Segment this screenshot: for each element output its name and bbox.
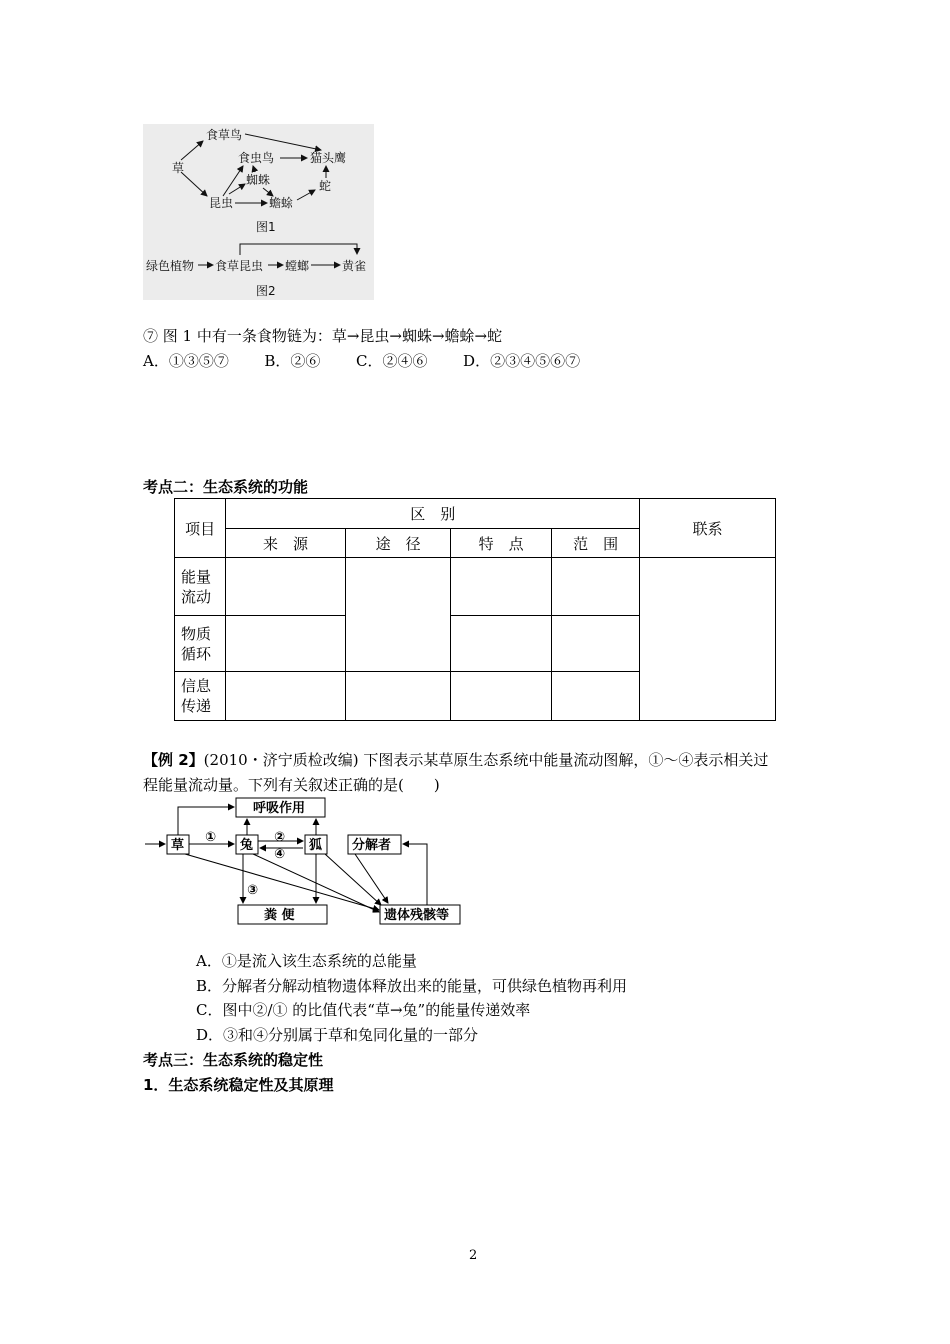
cell-matter-range bbox=[551, 616, 639, 672]
cell-link-merged bbox=[640, 558, 776, 721]
q1-option-a: A．①③⑤⑦ bbox=[143, 352, 229, 370]
header-link: 联系 bbox=[640, 499, 776, 558]
label-n3: ③ bbox=[247, 883, 259, 898]
node-insect: 昆虫 bbox=[209, 196, 234, 210]
cell-info-path bbox=[345, 672, 451, 721]
cell-info-feature bbox=[451, 672, 552, 721]
label-feces: 粪 便 bbox=[264, 908, 295, 923]
section2-title: 考点二：生态系统的功能 bbox=[143, 478, 309, 496]
example2-label: 【例 2】 bbox=[143, 751, 204, 769]
label-n1: ① bbox=[205, 830, 217, 845]
example2-line2: 程能量流动量。下列有关叙述正确的是( ) bbox=[143, 776, 440, 794]
label-rabbit: 兔 bbox=[240, 838, 254, 853]
label-respiration: 呼吸作用 bbox=[253, 801, 306, 816]
page-number: 2 bbox=[469, 1248, 478, 1263]
q1-option-b: B．②⑥ bbox=[264, 352, 321, 370]
caption-fig1: 图1 bbox=[256, 220, 276, 234]
cell-path-merged bbox=[345, 558, 451, 672]
flow-arrows bbox=[145, 807, 427, 912]
food-web-svg bbox=[143, 124, 374, 300]
q1-option-d: D．②③④⑤⑥⑦ bbox=[463, 352, 581, 370]
cell-info-range bbox=[551, 672, 639, 721]
node-toad: 蟾蜍 bbox=[269, 196, 294, 210]
section3-subtitle: 1．生态系统稳定性及其原理 bbox=[143, 1076, 334, 1094]
food-web-arrows bbox=[181, 134, 326, 203]
label-n2: ② bbox=[274, 830, 286, 845]
node-snake: 蛇 bbox=[319, 179, 332, 193]
food-web-figure bbox=[143, 124, 374, 300]
subheader-range: 范 围 bbox=[551, 529, 639, 558]
q1-option-c: C．②④⑥ bbox=[356, 352, 428, 370]
label-n4: ④ bbox=[274, 847, 286, 862]
subheader-feature: 特 点 bbox=[451, 529, 552, 558]
node-spider: 蜘蛛 bbox=[246, 173, 271, 187]
energy-flow-figure bbox=[143, 795, 463, 930]
cell-energy-range bbox=[551, 558, 639, 616]
node-grass: 草 bbox=[172, 161, 185, 175]
example2-text1: (2010・济宁质检改编) 下图表示某草原生态系统中能量流动图解，①～④表示相关过 bbox=[203, 751, 769, 769]
header-item: 项目 bbox=[175, 499, 226, 558]
label-remains: 遗体残骸等 bbox=[384, 908, 450, 923]
label-grass: 草 bbox=[171, 838, 185, 853]
section3-title: 考点三：生态系统的稳定性 bbox=[143, 1051, 324, 1069]
row-label-energy: 能量 流动 bbox=[175, 558, 226, 616]
statement-7: ⑦ 图 1 中有一条食物链为：草→昆虫→蜘蛛→蟾蜍→蛇 bbox=[143, 327, 503, 345]
q2-option-a: A．①是流入该生态系统的总能量 bbox=[196, 952, 417, 970]
cell-matter-feature bbox=[451, 616, 552, 672]
q1-options bbox=[143, 350, 580, 371]
row-label-matter: 物质 循环 bbox=[175, 616, 226, 672]
chain-oriole: 黄雀 bbox=[342, 259, 367, 273]
cell-energy-feature bbox=[451, 558, 552, 616]
chain-herb-insect: 食草昆虫 bbox=[215, 259, 264, 273]
energy-flow-svg bbox=[143, 795, 463, 930]
row-label-info: 信息 传递 bbox=[175, 672, 226, 721]
q2-option-c: C．图中②/① 的比值代表“草→兔”的能量传递效率 bbox=[196, 1001, 531, 1019]
cell-info-source bbox=[226, 672, 346, 721]
label-fox: 狐 bbox=[309, 838, 323, 853]
node-herb-bird: 食草鸟 bbox=[206, 128, 243, 142]
subheader-source: 来 源 bbox=[226, 529, 346, 558]
label-decomposer: 分解者 bbox=[352, 838, 392, 853]
chain-mantis: 螳螂 bbox=[285, 259, 310, 273]
cell-energy-source bbox=[226, 558, 346, 616]
node-owl: 猫头鹰 bbox=[310, 151, 347, 165]
cell-matter-source bbox=[226, 616, 346, 672]
example2-line1 bbox=[143, 749, 768, 770]
subheader-path: 途 径 bbox=[345, 529, 451, 558]
q2-option-d: D．③和④分别属于草和兔同化量的一部分 bbox=[196, 1026, 479, 1044]
function-table bbox=[174, 498, 776, 721]
chain-plant: 绿色植物 bbox=[146, 259, 195, 273]
header-difference: 区 别 bbox=[226, 499, 640, 529]
node-insect-bird: 食虫鸟 bbox=[238, 151, 275, 165]
caption-fig2: 图2 bbox=[256, 284, 276, 298]
q2-option-b: B．分解者分解动植物遗体释放出来的能量，可供绿色植物再利用 bbox=[196, 977, 628, 995]
